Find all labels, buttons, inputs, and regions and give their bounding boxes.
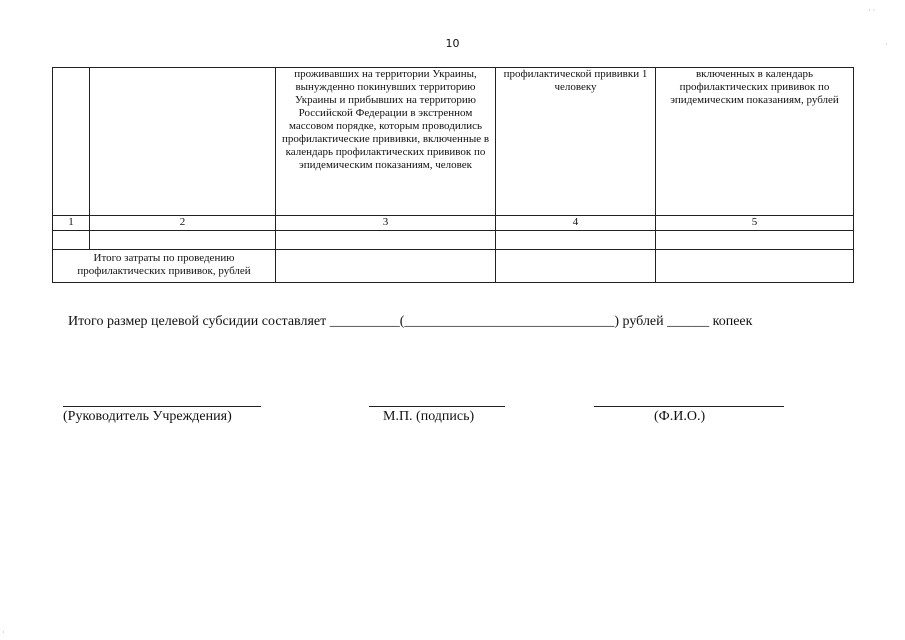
scan-speck: · [2, 628, 5, 637]
header-cell-1 [53, 68, 90, 216]
head-signature-label: (Руководитель Учреждения) [63, 409, 232, 424]
column-number-5: 5 [656, 216, 854, 231]
name-signature-line [594, 406, 784, 407]
scan-speck: · · [868, 6, 876, 15]
stamp-signature-label: М.П. (подпись) [383, 409, 475, 424]
empty-cell [656, 231, 854, 250]
column-number-3: 3 [276, 216, 496, 231]
header-cell-3: проживавших на территории Украины, вынужденно покинувших территорию Украины и прибывших на территорию Российской Федерации в экстренном массовом порядке, которым проводились профилактические прививки, включенные в календарь профилактических прививок по эпидемическим показаниям, человек [276, 68, 496, 216]
empty-cell [496, 231, 656, 250]
total-cell-3 [276, 250, 496, 283]
header-cell-4: профилактической прививки 1 человеку [496, 68, 656, 216]
table-header-row [53, 68, 854, 216]
total-row [53, 250, 854, 283]
empty-cell [276, 231, 496, 250]
page-number: 10 [445, 37, 460, 50]
total-cell-5 [656, 250, 854, 283]
subsidy-summary: Итого размер целевой субсидии составляет __________(______________________________) рублей ______ копеек [68, 314, 753, 329]
total-cell-4 [496, 250, 656, 283]
scan-speck: · [885, 40, 888, 49]
column-number-1: 1 [53, 216, 90, 231]
column-number-4: 4 [496, 216, 656, 231]
column-number-2: 2 [90, 216, 276, 231]
total-row-label: Итого затраты по проведению профилактических прививок, рублей [53, 250, 276, 283]
subsidy-table [52, 67, 854, 283]
stamp-signature-line [369, 406, 505, 407]
empty-cell [53, 231, 90, 250]
header-cell-5: включенных в календарь профилактических прививок по эпидемическим показаниям, рублей [656, 68, 854, 216]
head-signature-line [63, 406, 261, 407]
header-cell-2 [90, 68, 276, 216]
empty-data-row [53, 231, 854, 250]
name-signature-label: (Ф.И.О.) [654, 409, 706, 424]
empty-cell [90, 231, 276, 250]
column-number-row [53, 216, 854, 231]
